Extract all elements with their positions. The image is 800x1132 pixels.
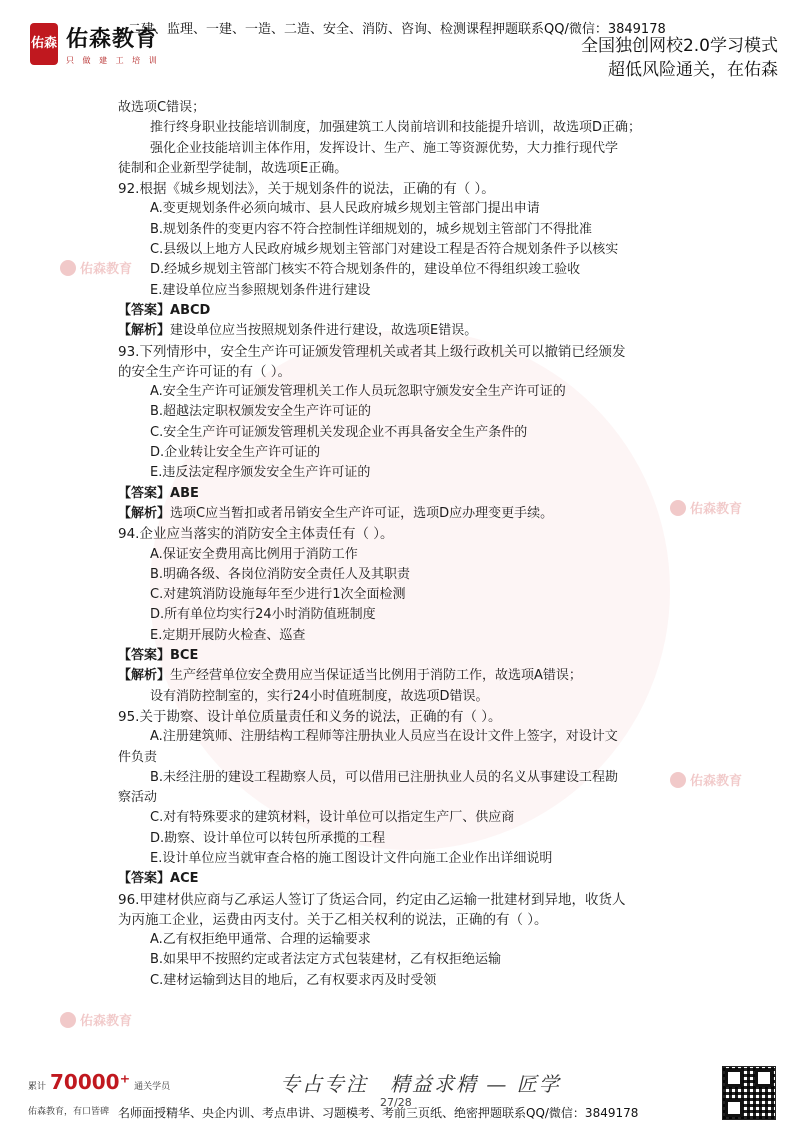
document-body (118, 98, 693, 991)
option-a: A.注册建筑师、注册结构工程师等注册执业人员应当在设计文件上签字，对设计文 (150, 729, 618, 745)
students-count: 累计 70000⁺ 通关学员 (28, 1070, 171, 1094)
answer-95: 【答案】ACE (118, 871, 199, 887)
intro-line: 推行终身职业技能培训制度，加强建筑工人岗前培训和技能提升培训，故选项D正确； (150, 120, 642, 136)
option-e: E.违反法定程序颁发安全生产许可证的 (150, 465, 371, 481)
option-d: D.所有单位均实行24小时消防值班制度 (150, 607, 376, 623)
footer-brand-slogan: 佑森教育，有口皆碑 (28, 1107, 110, 1117)
option-e: E.建设单位应当参照规划条件进行建设 (150, 282, 371, 298)
watermark-logo: 佑森教育 (670, 498, 742, 517)
question-96: 96.甲建材供应商与乙承运人签订了货运合同，约定由乙运输一批建材到异地，收货人 (118, 891, 626, 908)
brand-name: 佑森教育 (66, 27, 159, 52)
option-b: B.规划条件的变更内容不符合控制性详细规划的，城乡规划主管部门不得批准 (150, 221, 593, 237)
page-number: 27/28 (380, 1096, 412, 1109)
option-e: E.定期开展防火检查、巡查 (150, 627, 306, 643)
option-c: C.对建筑消防设施每年至少进行1次全面检测 (150, 587, 406, 603)
option-d: D.经城乡规划主管部门核实不符合规划条件的，建设单位不得组织竣工验收 (150, 262, 581, 278)
explanation-93: 【解析】选项C应当暂扣或者吊销安全生产许可证，选项D应办理变更手续。 (118, 505, 554, 521)
watermark-logo-icon (60, 260, 76, 276)
question-94: 94.企业应当落实的消防安全主体责任有（ ）。 (118, 526, 394, 543)
option-a: A.安全生产许可证颁发管理机关工作人员玩忽职守颁发安全生产许可证的 (150, 384, 566, 400)
brand-slogan: 只 做 建 工 培 训 (66, 56, 160, 65)
watermark-logo-icon (60, 1012, 76, 1028)
intro-line: 强化企业技能培训主体作用，发挥设计、生产、施工等资源优势，大力推行现代学 (150, 140, 619, 156)
option-a-cont: 件负责 (118, 749, 158, 765)
watermark-logo: 佑森教育 (60, 1010, 132, 1029)
answer-93: 【答案】ABE (118, 485, 199, 501)
brand-logo-icon: 佑森 (30, 23, 58, 65)
question-96-cont: 为丙施工企业，运费由丙支付。关于乙相关权利的说法，正确的有（ ）。 (118, 911, 548, 928)
page-footer (0, 1060, 800, 1132)
option-b: B.超越法定职权颁发安全生产许可证的 (150, 404, 372, 420)
footer-motto: 专占专注 精益求精 — 匠学 (280, 1072, 561, 1096)
explanation-94: 【解析】生产经营单位安全费用应当保证适当比例用于消防工作，故选项A错误； (118, 668, 582, 684)
option-c: C.对有特殊要求的建筑材料，设计单位可以指定生产厂、供应商 (150, 810, 515, 826)
option-c: C.县级以上地方人民政府城乡规划主管部门对建设工程是否符合规划条件予以核实 (150, 242, 619, 258)
option-d: D.勘察、设计单位可以转包所承揽的工程 (150, 830, 386, 846)
explanation-92: 【解析】建设单位应当按照规划条件进行建设，故选项E错误。 (118, 323, 478, 339)
footer-contact-line: 名师面授精华、央企内训、考点串讲、习题模考、考前三页纸、绝密押题联系QQ/微信：3849178 (118, 1106, 639, 1120)
watermark-logo: 佑森教育 (60, 258, 132, 277)
option-b: B.未经注册的建设工程勘察人员，可以借用已注册执业人员的名义从事建设工程勘 (150, 769, 619, 785)
intro-line: 故选项C错误； (118, 100, 206, 115)
header-contact-line: 二建、监理、一建、一造、二造、安全、消防、咨询、检测课程押题联系QQ/微信：3849178 (128, 22, 666, 37)
header-slogan: 全国独创网校2.0学习模式 超低风险通关，在佑森 (580, 36, 778, 80)
intro-line: 徒制和企业新型学徒制，故选项E正确。 (118, 160, 348, 176)
option-b-cont: 察活动 (118, 790, 158, 806)
option-a: A.乙有权拒绝甲通常、合理的运输要求 (150, 932, 371, 948)
option-e: E.设计单位应当就审查合格的施工图设计文件向施工企业作出详细说明 (150, 850, 553, 866)
option-c: C.建材运输到达目的地后，乙有权要求丙及时受领 (150, 972, 437, 988)
option-c: C.安全生产许可证颁发管理机关发现企业不再具备安全生产条件的 (150, 424, 528, 440)
explanation-94-cont: 设有消防控制室的，实行24小时值班制度，故选项D错误。 (150, 688, 489, 704)
question-92: 92.根据《城乡规划法》，关于规划条件的说法，正确的有（ ）。 (118, 181, 495, 198)
option-d: D.企业转让安全生产许可证的 (150, 445, 321, 461)
watermark-logo: 佑森教育 (670, 770, 742, 789)
question-95: 95.关于勘察、设计单位质量责任和义务的说法，正确的有（ ）。 (118, 708, 502, 725)
option-a: A.保证安全费用高比例用于消防工作 (150, 546, 358, 562)
option-b: B.如果甲不按照约定或者法定方式包装建材，乙有权拒绝运输 (150, 952, 502, 968)
answer-92: 【答案】ABCD (118, 302, 211, 318)
question-93-cont: 的安全生产许可证的有（ ）。 (118, 363, 292, 380)
option-b: B.明确各级、各岗位消防安全责任人及其职责 (150, 566, 411, 582)
question-93: 93.下列情形中，安全生产许可证颁发管理机关或者其上级行政机关可以撤销已经颁发 (118, 343, 626, 360)
option-a: A.变更规划条件必须向城市、县人民政府城乡规划主管部门提出申请 (150, 201, 540, 217)
answer-94: 【答案】BCE (118, 648, 199, 664)
page-header (0, 0, 800, 80)
qr-code-icon (722, 1066, 776, 1120)
